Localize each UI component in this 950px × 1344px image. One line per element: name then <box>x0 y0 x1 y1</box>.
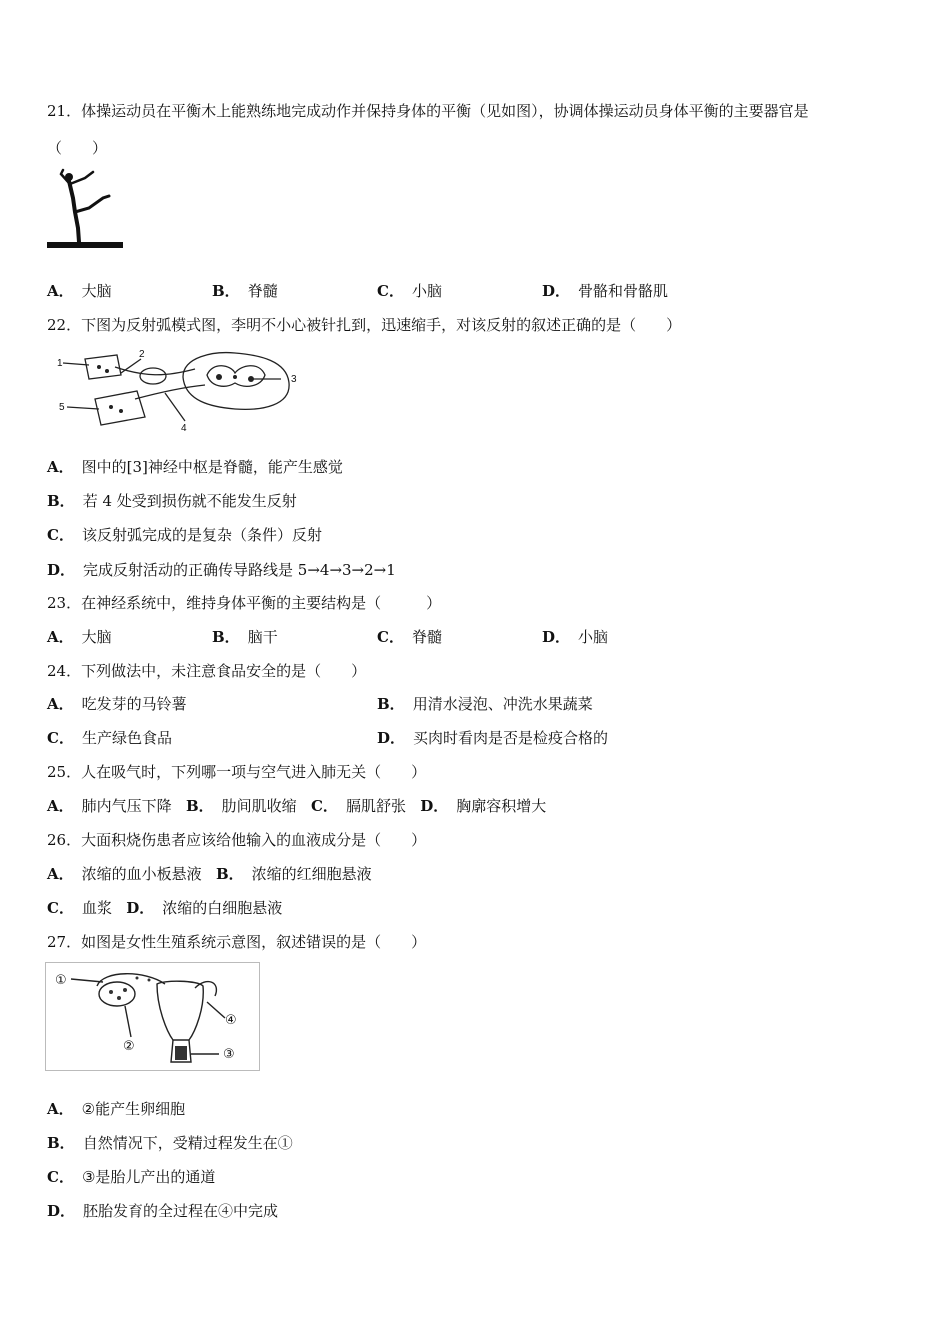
repro-label-1: ① <box>55 973 67 988</box>
gymnast-leg <box>75 196 109 212</box>
q24-option-b[interactable]: B． 用清水浸泡、冲洗水果蔬菜 <box>377 695 593 713</box>
q27-stem: 27．如图是女性生殖系统示意图，叙述错误的是（ ） <box>47 933 427 951</box>
repro-label-2: ② <box>123 1039 135 1054</box>
q27-option-a[interactable]: A． ②能产生卵细胞 <box>47 1100 186 1118</box>
effector-muscle <box>95 391 145 425</box>
q23-option-a[interactable]: A． 大脑 <box>47 628 112 646</box>
reflex-arc-diagram <box>55 347 305 435</box>
q26-option-c[interactable]: C． 血浆 <box>47 899 112 917</box>
q22-option-d[interactable]: D． 完成反射活动的正确传导路线是 5→4→3→2→1 <box>47 561 396 579</box>
balance-beam <box>47 242 123 248</box>
q27-option-c[interactable]: C． ③是胎儿产出的通道 <box>47 1168 216 1186</box>
q24-option-a[interactable]: A． 吃发芽的马铃薯 <box>47 695 187 713</box>
q21-option-d[interactable]: D． 骨骼和骨骼肌 <box>542 282 669 300</box>
reflex-label-3: 3 <box>291 374 297 385</box>
q23-stem: 23．在神经系统中，维持身体平衡的主要结构是（ ） <box>47 594 442 612</box>
q25-option-c[interactable]: C． 膈肌舒张 <box>310 797 406 815</box>
q22-stem: 22．下图为反射弧模式图，李明不小心被针扎到，迅速缩手，对该反射的叙述正确的是（ ） <box>47 316 682 334</box>
q23-option-b[interactable]: B． 脑干 <box>212 628 278 646</box>
q25-option-d[interactable]: D． 胸廓容积增大 <box>420 797 547 815</box>
gymnast-figure <box>45 168 125 252</box>
q21-option-b[interactable]: B． 脊髓 <box>212 282 278 300</box>
q23-option-c[interactable]: C． 脊髓 <box>377 628 442 646</box>
q23-option-d[interactable]: D． 小脑 <box>542 628 609 646</box>
q26-stem: 26．大面积烧伤患者应该给他输入的血液成分是（ ） <box>47 831 427 849</box>
q25-option-a[interactable]: A． 肺内气压下降 <box>47 797 172 815</box>
spinal-cord <box>183 353 289 410</box>
q27-option-d[interactable]: D． 胚胎发育的全过程在④中完成 <box>47 1202 279 1220</box>
reflex-label-2: 2 <box>139 349 145 360</box>
q26-option-a[interactable]: A． 浓缩的血小板悬液 <box>47 865 202 883</box>
ganglion <box>140 368 166 384</box>
reflex-label-1: 1 <box>57 358 63 369</box>
q25-option-b[interactable]: B． 肋间肌收缩 <box>185 797 297 815</box>
q27-option-b[interactable]: B． 自然情况下，受精过程发生在① <box>47 1134 293 1152</box>
reflex-label-5: 5 <box>59 402 65 413</box>
q26-option-d[interactable]: D． 浓缩的白细胞悬液 <box>126 899 283 917</box>
repro-label-4: ④ <box>225 1013 237 1028</box>
q22-option-b[interactable]: B． 若 4 处受到损伤就不能发生反射 <box>47 492 297 510</box>
q26-options-row-1 <box>47 864 372 884</box>
q26-options-row-2 <box>47 898 282 918</box>
uterus <box>157 981 203 1040</box>
q22-option-c[interactable]: C． 该反射弧完成的是复杂（条件）反射 <box>47 526 322 544</box>
q25-options-row <box>47 796 546 816</box>
q21-option-a[interactable]: A． 大脑 <box>47 282 112 300</box>
q24-option-d[interactable]: D． 买肉时看肉是否是检疫合格的 <box>377 729 609 747</box>
female-reproductive-diagram <box>45 962 261 1072</box>
q21-stem: 21．体操运动员在平衡木上能熟练地完成动作并保持身体的平衡（见如图），协调体操运动员身体平衡的主要器官是 <box>47 102 809 120</box>
gymnast-arm-right <box>70 172 93 184</box>
q25-stem: 25．人在吸气时，下列哪一项与空气进入肺无关（ ） <box>47 763 427 781</box>
q22-option-a[interactable]: A． 图中的[3]神经中枢是脊髓，能产生感觉 <box>47 458 343 476</box>
q24-stem: 24．下列做法中，未注意食品安全的是（ ） <box>47 662 367 680</box>
reflex-label-4: 4 <box>181 423 187 434</box>
q21-option-c[interactable]: C． 小脑 <box>377 282 442 300</box>
repro-label-3: ③ <box>223 1047 235 1062</box>
q21-answer-paren: （ ） <box>47 139 108 157</box>
ovary-left <box>99 982 135 1006</box>
q24-option-c[interactable]: C． 生产绿色食品 <box>47 729 172 747</box>
q26-option-b[interactable]: B． 浓缩的红细胞悬液 <box>215 865 372 883</box>
